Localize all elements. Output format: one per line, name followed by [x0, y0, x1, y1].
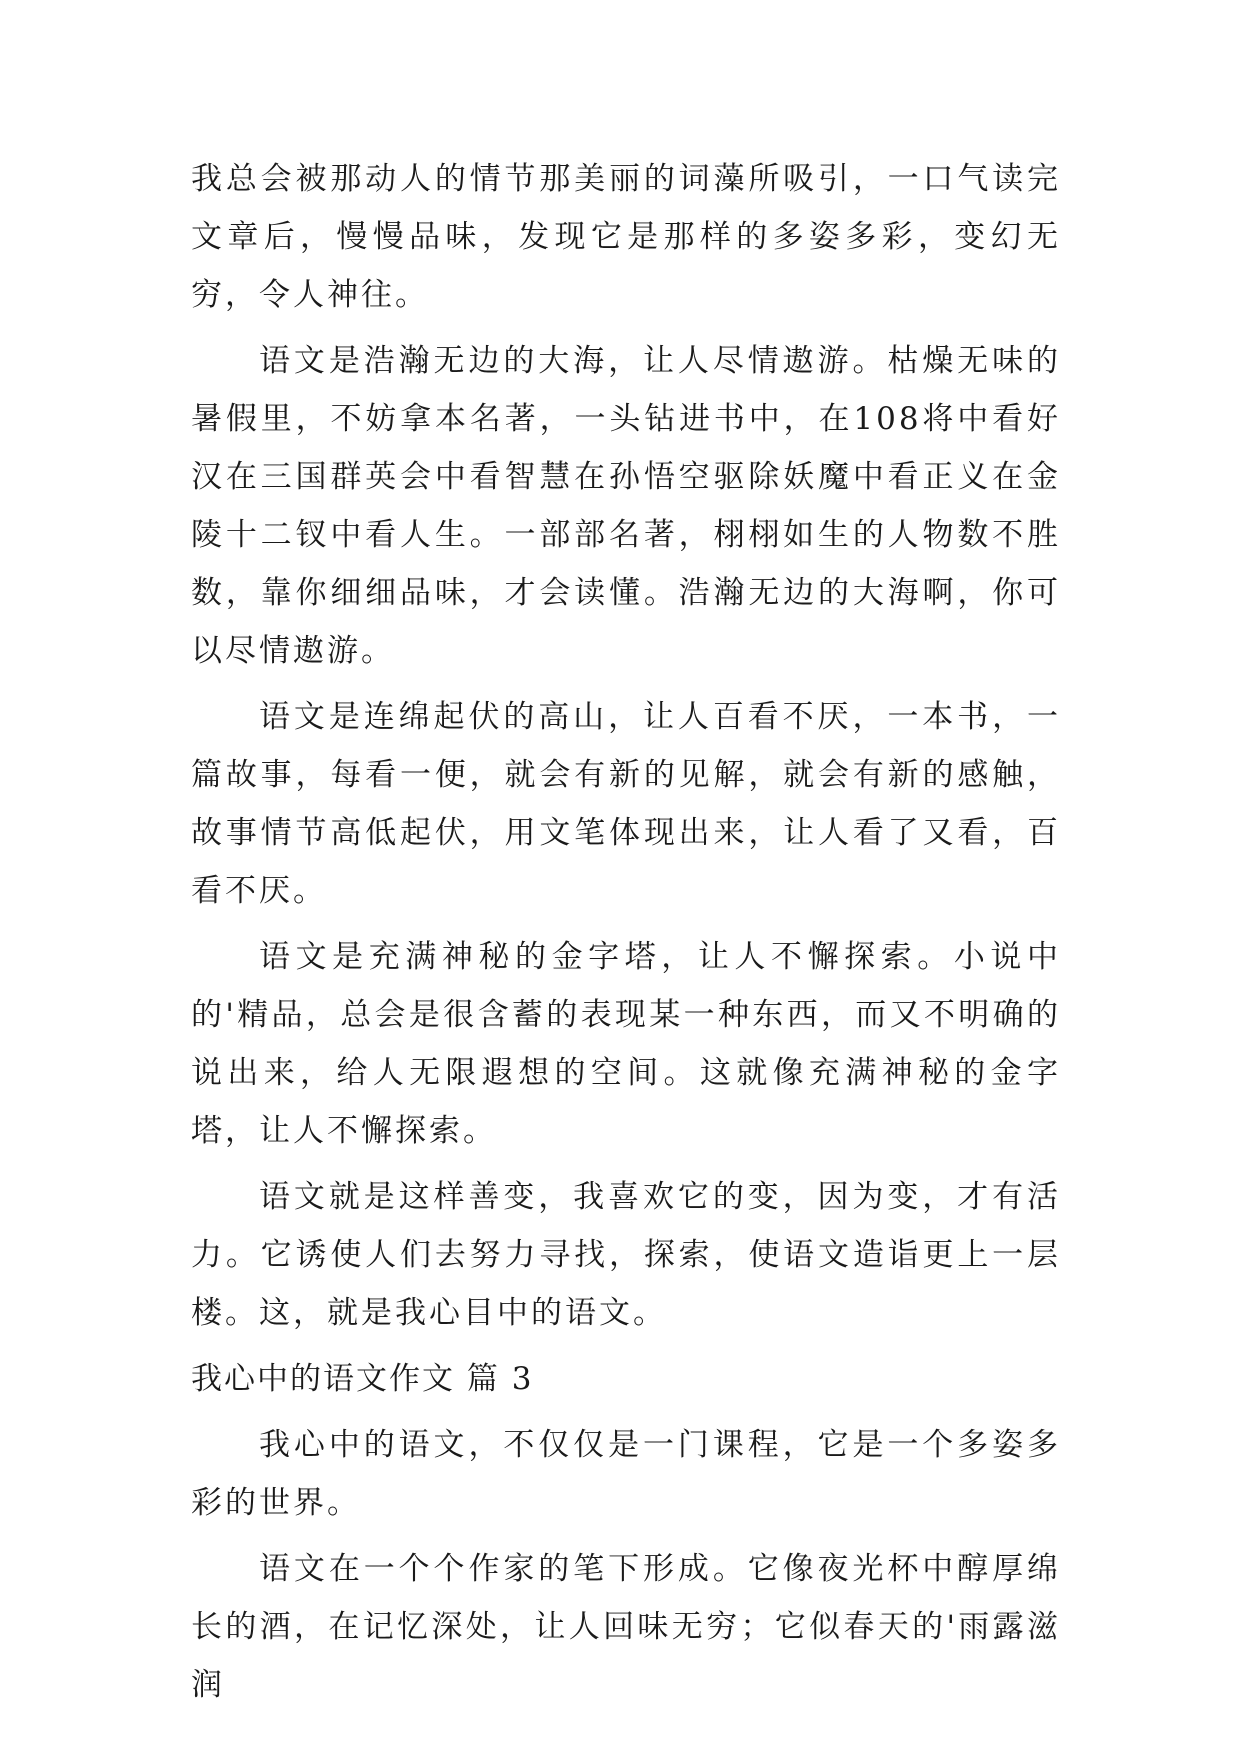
document-page	[191, 150, 1061, 1722]
paragraph-6: 我心中的语文，不仅仅是一门课程，它是一个多姿多彩的世界。	[191, 1427, 1061, 1521]
section-heading: 我心中的语文作文 篇 3	[191, 1361, 534, 1397]
paragraph-2: 语文是浩瀚无边的大海，让人尽情遨游。枯燥无味的暑假里，不妨拿本名著，一头钻进书中，在108将中看好汉在三国群英会中看智慧在孙悟空驱除妖魔中看正义在金陵十二钗中看人生。一部部名著，栩栩如生的人物数不胜数，靠你细细品味，才会读懂。浩瀚无边的大海啊，你可以尽情遨游。	[191, 343, 1061, 669]
paragraph-1: 我总会被那动人的情节那美丽的词藻所吸引，一口气读完文章后，慢慢品味，发现它是那样的多姿多彩，变幻无穷，令人神往。	[191, 161, 1061, 313]
paragraph-7: 语文在一个个作家的笔下形成。它像夜光杯中醇厚绵长的酒，在记忆深处，让人回味无穷；它似春天的'雨露滋润	[191, 1551, 1061, 1703]
paragraph-4: 语文是充满神秘的金字塔，让人不懈探索。小说中的'精品，总会是很含蓄的表现某一种东西，而又不明确的说出来，给人无限遐想的空间。这就像充满神秘的金字塔，让人不懈探索。	[191, 939, 1061, 1149]
paragraph-3: 语文是连绵起伏的高山，让人百看不厌，一本书，一篇故事，每看一便，就会有新的见解，就会有新的感触，故事情节高低起伏，用文笔体现出来，让人看了又看，百看不厌。	[191, 699, 1061, 909]
paragraph-5: 语文就是这样善变，我喜欢它的变，因为变，才有活力。它诱使人们去努力寻找，探索，使语文造诣更上一层楼。这，就是我心目中的语文。	[191, 1179, 1061, 1331]
